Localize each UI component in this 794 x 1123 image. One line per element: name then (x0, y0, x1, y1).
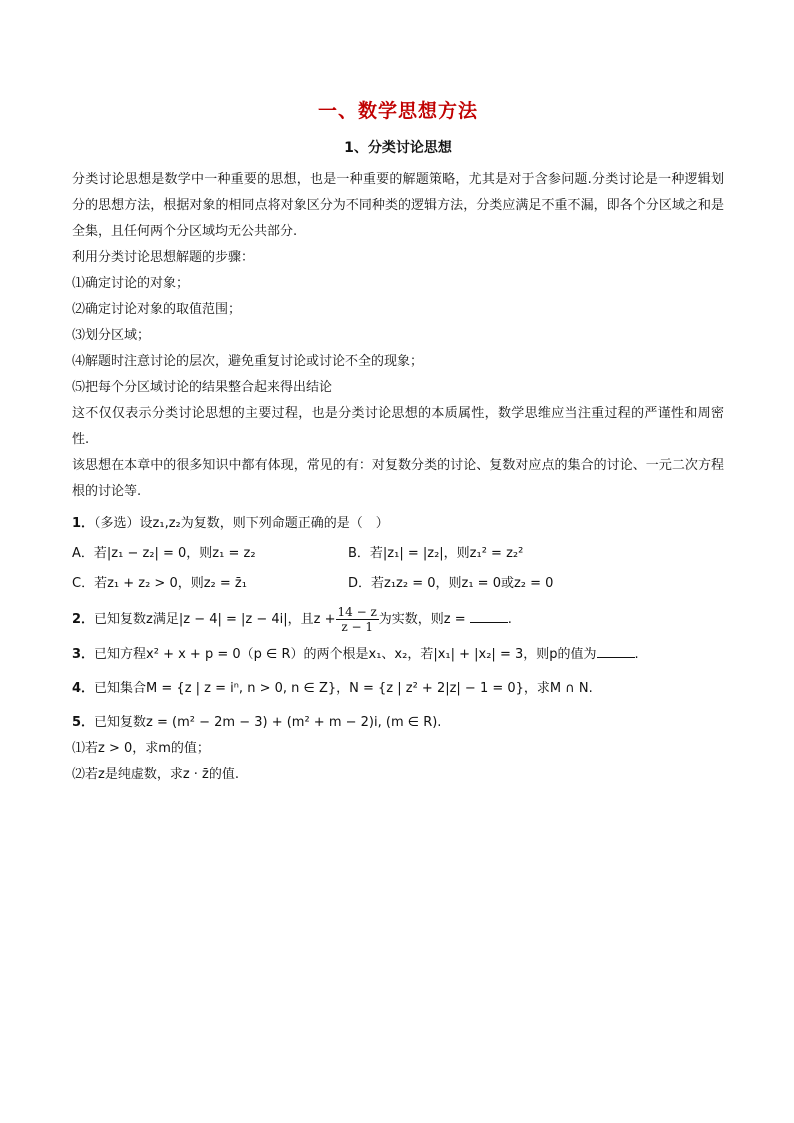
process-paragraph: 这不仅仅表示分类讨论思想的主要过程，也是分类讨论思想的本质属性，数学思维应当注重过程的严谨性和周密性. (72, 406, 724, 447)
question-number: 1． (72, 516, 95, 531)
chapter-paragraph: 该思想在本章中的很多知识中都有体现，常见的有：对复数分类的讨论、复数对应点的集合的讨论、一元二次方程根的讨论等. (72, 458, 724, 499)
intro-paragraph: 分类讨论思想是数学中一种重要的思想，也是一种重要的解题策略，尤其是对于含参问题.分类讨论是一种逻辑划分的思想方法，根据对象的相同点将对象区分为不同种类的逻辑方法，分类应满足不重不漏，即各个分区域之和是全集，且任何两个分区域均无公共部分. (72, 172, 724, 239)
step-item-1: ⑴确定讨论的对象； (72, 276, 190, 291)
option-a: A．若|z₁ − z₂| = 0，则z₁ = z₂ (72, 546, 256, 561)
answer-blank[interactable] (597, 643, 635, 658)
question-1 (72, 511, 724, 537)
fraction (336, 605, 379, 634)
fraction-numerator: 14 − z (337, 605, 377, 619)
question-stem: 已知复数z = (m² − 2m − 3) + (m² + m − 2)i, (m ∈ R). (94, 715, 442, 730)
question-number: 4． (72, 681, 95, 696)
question-stem: 已知集合M = {z | z = iⁿ, n > 0, n ∈ Z}，N = {z | z² + 2|z| − 1 = 0}，求M ∩ N. (94, 681, 593, 696)
option-c: C．若z₁ + z₂ > 0，则z₂ = z̄₁ (72, 576, 247, 591)
question-2 (72, 605, 724, 634)
fraction-denominator: z − 1 (341, 620, 373, 634)
step-item-3: ⑶划分区域； (72, 328, 151, 343)
question-stem: （多选）设z₁,z₂为复数，则下列命题正确的是（ ） (94, 516, 389, 531)
section-subtitle: 1、分类讨论思想 (344, 140, 452, 156)
question-5 (72, 710, 724, 736)
page-title: 一、数学思想方法 (317, 100, 478, 122)
options-row-ab (72, 541, 724, 567)
question-4 (72, 676, 724, 702)
option-b: B．若|z₁| = |z₂|，则z₁² = z₂² (348, 546, 524, 561)
answer-blank[interactable] (470, 608, 508, 623)
question-number: 3． (72, 647, 95, 662)
period: . (634, 647, 639, 662)
question-5-part-1: ⑴若z > 0，求m的值； (72, 741, 210, 756)
question-stem-post: 为实数，则z = (378, 612, 466, 627)
question-5-part-2: ⑵若z是纯虚数，求z · z̄的值. (72, 767, 240, 782)
step-item-5: ⑸把每个分区域讨论的结果整合起来得出结论 (72, 380, 333, 395)
question-stem-pre: 已知复数z满足|z − 4| = |z − 4i|，且z + (94, 612, 336, 627)
question-stem: 已知方程x² + x + p = 0（p ∈ R）的两个根是x₁、x₂，若|x₁| + |x₂| = 3，则p的值为 (94, 647, 597, 662)
option-d: D．若z₁z₂ = 0，则z₁ = 0或z₂ = 0 (348, 576, 554, 591)
document-page (72, 96, 724, 788)
options-row-cd (72, 571, 724, 597)
period: . (507, 612, 512, 627)
question-number: 2． (72, 612, 95, 627)
steps-heading: 利用分类讨论思想解题的步骤： (72, 250, 255, 265)
question-3 (72, 642, 724, 668)
step-item-4: ⑷解题时注意讨论的层次，避免重复讨论或讨论不全的现象； (72, 354, 424, 369)
question-number: 5． (72, 715, 95, 730)
step-item-2: ⑵确定讨论对象的取值范围； (72, 302, 242, 317)
